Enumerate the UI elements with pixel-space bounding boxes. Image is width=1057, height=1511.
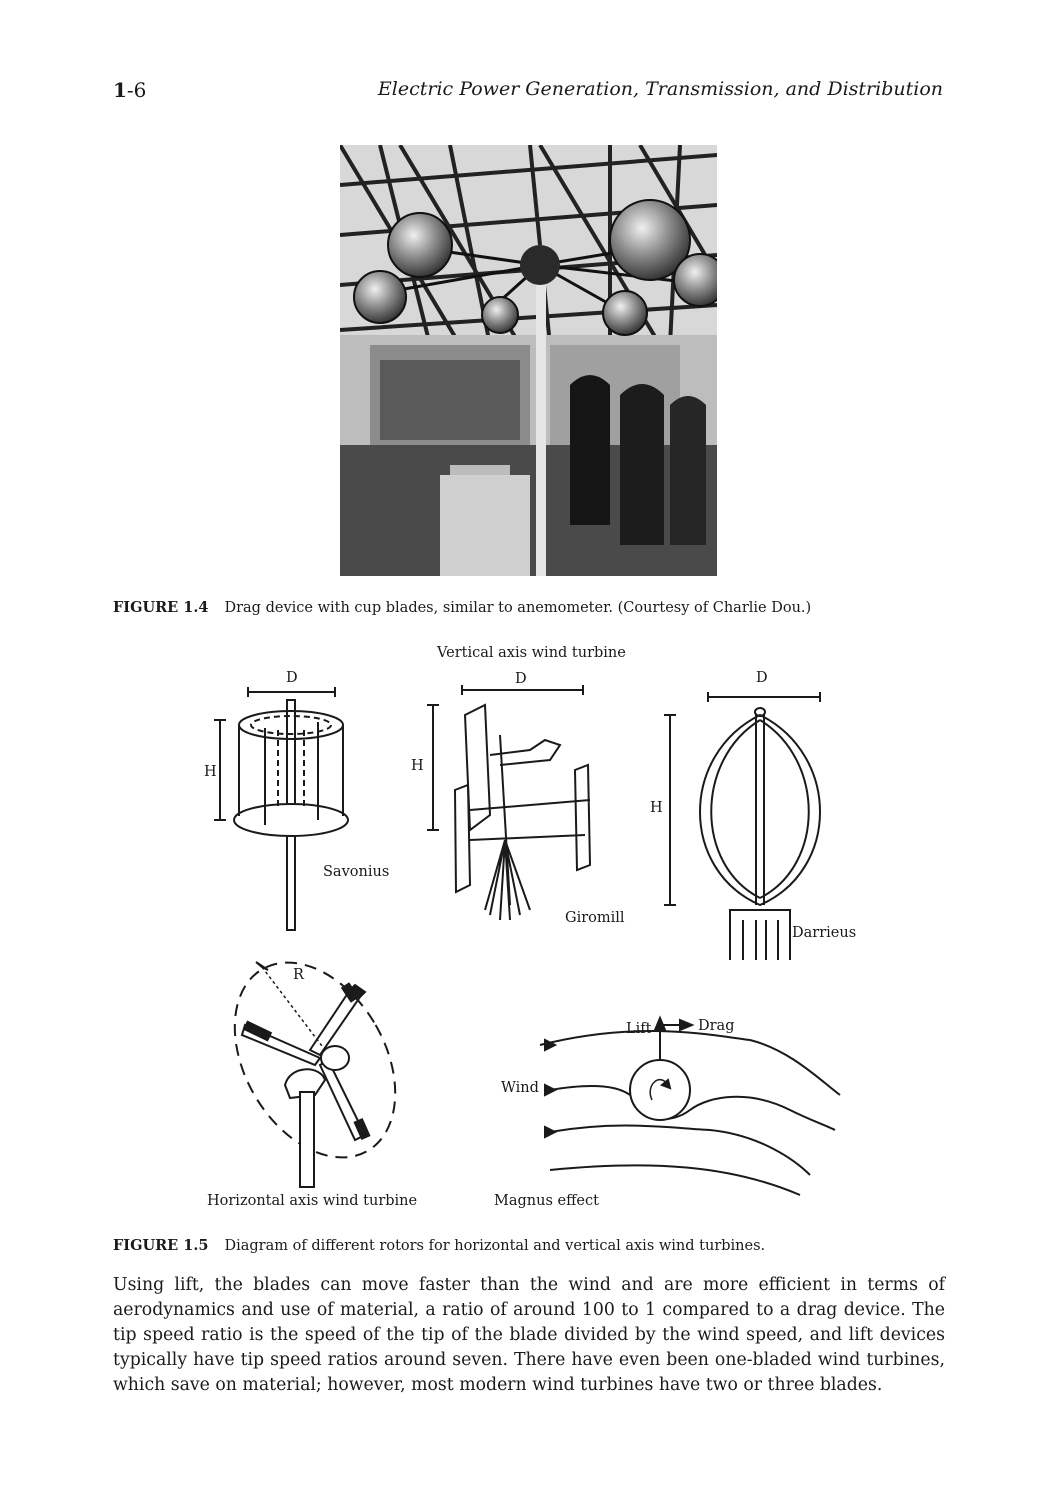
page-number xyxy=(113,78,146,102)
giromill-height-label: H xyxy=(411,758,424,774)
magnus-effect-drawing xyxy=(540,1018,840,1195)
running-header-title: Electric Power Generation, Transmission, and Distribution xyxy=(377,78,943,100)
figure-1-5-caption xyxy=(113,1237,765,1254)
wind-label: Wind xyxy=(501,1080,539,1096)
darrieus-label: Darrieus xyxy=(792,925,857,941)
wind-turbine-rotor-diagram xyxy=(190,640,870,1220)
figure-1-5-text: Diagram of different rotors for horizontal and vertical axis wind turbines. xyxy=(224,1238,766,1254)
figure-1-4-label: FIGURE 1.4 xyxy=(113,599,209,616)
horizontal-axis-label: Horizontal axis wind turbine xyxy=(207,1193,418,1209)
anemometer-photo xyxy=(340,145,717,576)
figure-1-4-caption xyxy=(113,599,811,616)
body-paragraph: Using lift, the blades can move faster than the wind and are more efficient in terms of aerodynamics and use of material, a ratio of around 100 to 1 compared to a drag device. The tip speed ratio is the speed of the tip of the blade divided by the wind speed, and lift devices typically have tip speed ratios around seven. There have even been one-bladed wind turbines, which save on material; however, most modern wind turbines have two or three blades. xyxy=(113,1275,945,1395)
vertical-axis-title: Vertical axis wind turbine xyxy=(437,645,626,661)
horizontal-axis-turbine-drawing xyxy=(202,934,428,1187)
giromill-label: Giromill xyxy=(565,910,625,926)
darrieus-rotor-drawing xyxy=(664,692,820,960)
radius-label: R xyxy=(293,967,304,983)
figure-1-5-label: FIGURE 1.5 xyxy=(113,1237,209,1254)
page-suffix: -6 xyxy=(126,78,147,102)
giromill-rotor-drawing xyxy=(427,685,590,920)
lift-label: Lift xyxy=(626,1021,652,1037)
giromill-diameter-label: D xyxy=(515,671,527,687)
savonius-height-label: H xyxy=(204,764,217,780)
darrieus-diameter-label: D xyxy=(756,670,768,686)
savonius-label: Savonius xyxy=(323,864,390,880)
chapter-number: 1 xyxy=(113,78,127,102)
savonius-rotor-drawing xyxy=(214,687,348,930)
darrieus-height-label: H xyxy=(650,800,663,816)
drag-label: Drag xyxy=(698,1018,735,1034)
figure-1-4-text: Drag device with cup blades, similar to anemometer. (Courtesy of Charlie Dou.) xyxy=(224,600,812,616)
magnus-effect-label: Magnus effect xyxy=(494,1193,599,1209)
savonius-diameter-label: D xyxy=(286,670,298,686)
